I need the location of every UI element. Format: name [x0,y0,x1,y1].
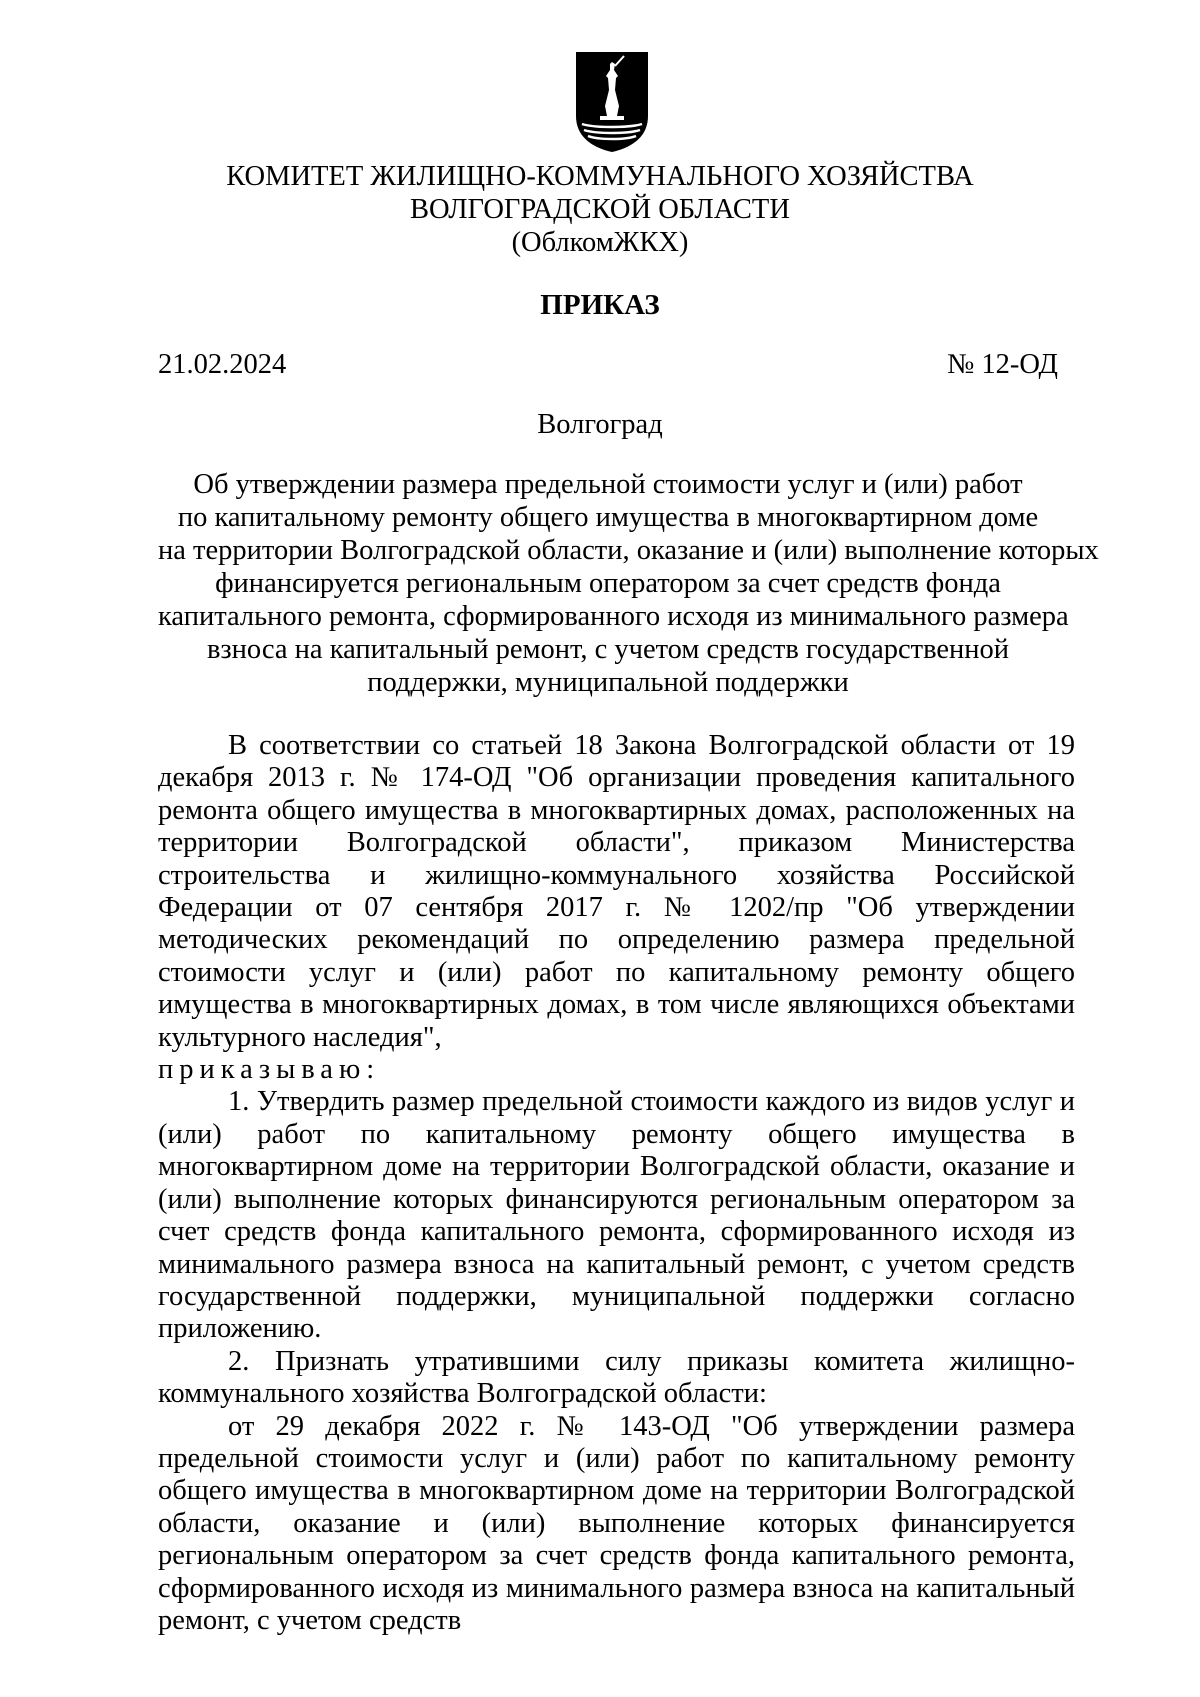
subject-line: финансируется региональным оператором за счет средств фонда [215,568,1001,599]
clause-1-paragraph: 1. Утвердить размер предельной стоимости каждого из видов услуг и (или) работ по капитальному ремонту общего имущества в многоквартирном доме на территории Волгоградской области, оказание и (или) выполнение которых финансируются региональным оператором за счет средств фонда капитального ремонта, сформированного исходя из минимального размера взноса на капитальный ремонт, с учетом средств государственной поддержки, муниципальной поддержки согласно приложению. [158,1086,1075,1345]
document-body [158,730,1075,1637]
organization-name-line2: ВОЛГОГРАДСКОЙ ОБЛАСТИ [410,194,790,225]
document-subject [158,468,1099,699]
clause-2-subitem-paragraph: от 29 декабря 2022 г. № 143-ОД "Об утверждении размера предельной стоимости услуг и (или) работ по капитальному ремонту общего имущества в многоквартирном доме на территории Волгоградской области, оказание и (или) выполнение которых финансируется региональным оператором за счет средств фонда капитального ремонта, сформированного исходя из минимального размера взноса на капитальный ремонт, с учетом средств [158,1410,1075,1636]
subject-line: капитального ремонта, сформированного исходя из минимального размера [158,601,1069,632]
clause-2-paragraph: 2. Признать утратившими силу приказы комитета жилищно-коммунального хозяйства Волгоградской области: [158,1345,1075,1410]
document-type-title: ПРИКАЗ [540,289,660,321]
coat-of-arms-emblem [574,50,650,154]
organization-header [0,160,1200,259]
preamble-paragraph: В соответствии со статьей 18 Закона Волгоградской области от 19 декабря 2013 г. № 174-ОД "Об организации проведения капитального ремонта общего имущества в многоквартирных домах, расположенных на территории Волгоградской области", приказом Министерства строительства и жилищно-коммунального хозяйства Российской Федерации от 07 сентября 2017 г. № 1202/пр "Об утверждении методических рекомендаций по определению размера предельной стоимости услуг и (или) работ по капитальному ремонту общего имущества в многоквартирных домах, в том числе являющихся объектами культурного наследия", [158,730,1075,1053]
document-date: 21.02.2024 [158,349,287,380]
subject-line: взноса на капитальный ремонт, с учетом средств государственной [206,634,1010,665]
subject-line: поддержки, муниципальной поддержки [367,667,849,698]
organization-abbreviation: (ОблкомЖКХ) [511,227,689,258]
order-word: приказываю: [158,1054,381,1086]
subject-line: по капитальному ремонту общего имущества в многоквартирном доме [177,502,1039,533]
document-city: Волгоград [537,409,663,440]
organization-name-line1: КОМИТЕТ ЖИЛИЩНО-КОММУНАЛЬНОГО ХОЗЯЙСТВА [226,161,974,192]
document-number: № 12-ОД [947,349,1058,380]
subject-line: Об утверждении размера предельной стоимости услуг и (или) работ [193,469,1023,500]
subject-line: на территории Волгоградской области, оказание и (или) выполнение которых [158,535,1099,566]
